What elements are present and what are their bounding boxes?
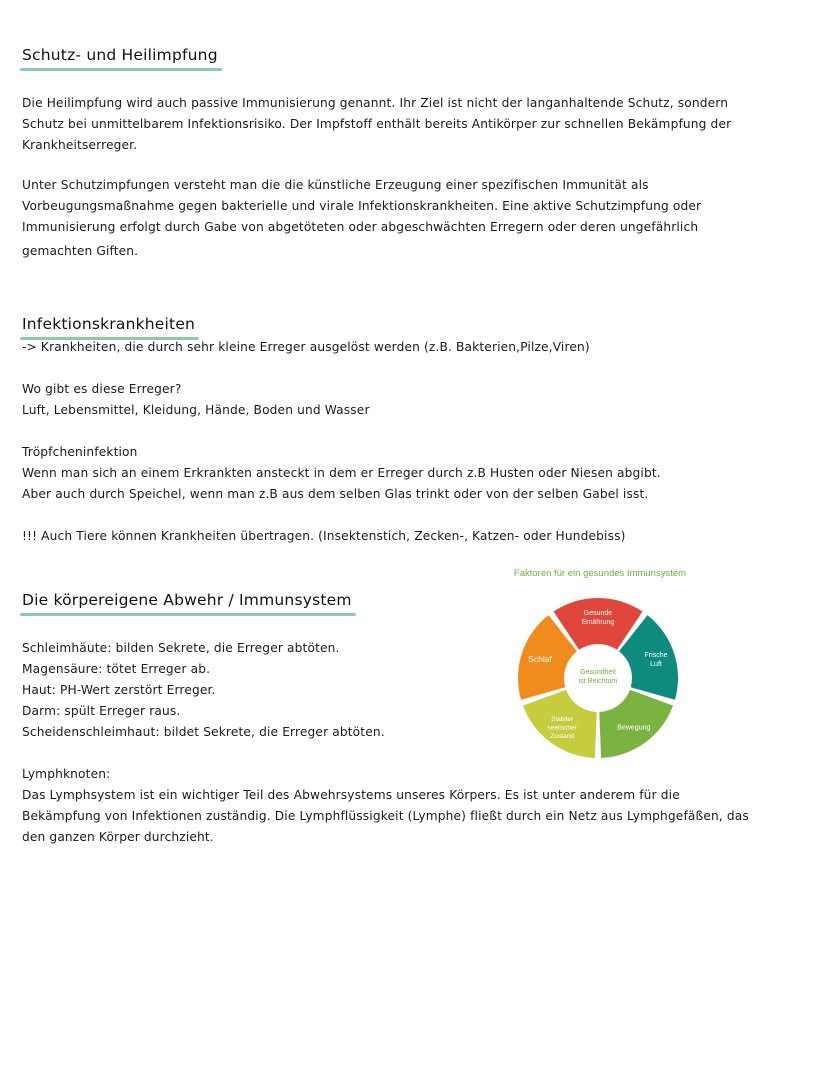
- diagram-segment-label: Zustand: [550, 733, 574, 741]
- heading-underline: [20, 613, 356, 616]
- paragraph-schutzimpfung: Unter Schutzimpfungen versteht man die die künstliche Erzeugung einer spezifischen Immunität als Vorbeugungsmaßnahme gegen bakterielle und virale Infektionskrankheiten. Eine aktive Schutzimpfung oder Immunisierung erfolgt durch Gabe von abgetöteten oder abgeschwächten Erregern oder deren ungefährlich gemachten Giften.: [22, 178, 702, 258]
- center-label-line1: Gesundheit: [580, 669, 616, 676]
- heading-schutz-heilimpfung: Schutz- und Heilimpfung: [22, 46, 218, 66]
- immune-factors-diagram: [508, 588, 688, 768]
- droplet-infection: Tröpfcheninfektion Wenn man sich an einem Erkrankten ansteckt in dem er Erreger durch z.B Husten oder Niesen abgibt. Aber auch durch Speichel, wenn man z.B aus dem selben Glas trinkt oder von der selben Gabel isst.: [22, 445, 661, 501]
- diagram-segment-label: Stabiler: [551, 716, 574, 724]
- definition-text: -> Krankheiten, die durch sehr kleine Erreger ausgelöst werden (z.B. Bakterien,Pilze,Viren): [22, 340, 590, 354]
- lymph-section: Lymphknoten: Das Lymphsystem ist ein wichtiger Teil des Abwehrsystems unseres Körpers. Es ist unter anderem für die Bekämpfung von Infektionen zuständig. Die Lymphflüssigkeit (Lymphe) fließt durch ein Netz aus Lymphgefäßen, das den ganzen Körper durchzieht.: [22, 767, 749, 844]
- diagram-segment-label: Bewegung: [617, 724, 651, 732]
- list-item: Darm: spült Erreger raus.: [22, 704, 181, 718]
- pathogen-locations: Wo gibt es diese Erreger? Luft, Lebensmittel, Kleidung, Hände, Boden und Wasser: [22, 382, 370, 417]
- defense-list: [22, 638, 385, 743]
- diagram-segment-label: seelischer: [547, 724, 577, 732]
- animal-transmission-note: !!! Auch Tiere können Krankheiten übertragen. (Insektenstich, Zecken-, Katzen- oder Hundebiss): [22, 529, 626, 543]
- diagram-segment-label: Ernährung: [581, 618, 615, 626]
- list-item: Schleimhäute: bilden Sekrete, die Erreger abtöten.: [22, 641, 340, 655]
- diagram-segment-label: Luft: [650, 660, 662, 668]
- diagram-title: Faktoren für ein gesundes Immunsystem: [513, 568, 687, 579]
- diagram-segment-label: Frische: [644, 651, 668, 659]
- list-item: Scheidenschleimhaut: bildet Sekrete, die Erreger abtöten.: [22, 725, 385, 739]
- diagram-segment-label: Gesunde: [583, 609, 613, 617]
- list-item: Magensäure: tötet Erreger ab.: [22, 662, 211, 676]
- list-item: Haut: PH-Wert zerstört Erreger.: [22, 683, 216, 697]
- heading-underline: [20, 68, 222, 71]
- center-label-line2: ist Reichtum: [578, 678, 618, 685]
- paragraph-heilimpfung: Die Heilimpfung wird auch passive Immunisierung genannt. Ihr Ziel ist nicht der langanhaltende Schutz, sondern Schutz bei unmittelbarem Infektionsrisiko. Der Impfstoff enthält bereits Antikörper zur schnellen Bekämpfung der Krankheitserreger.: [22, 96, 732, 152]
- heading-infektionskrankheiten: Infektionskrankheiten: [22, 315, 195, 335]
- diagram-segment-label: Schlaf: [528, 653, 552, 664]
- heading-immunsystem: Die körpereigene Abwehr / Immunsystem: [22, 591, 352, 611]
